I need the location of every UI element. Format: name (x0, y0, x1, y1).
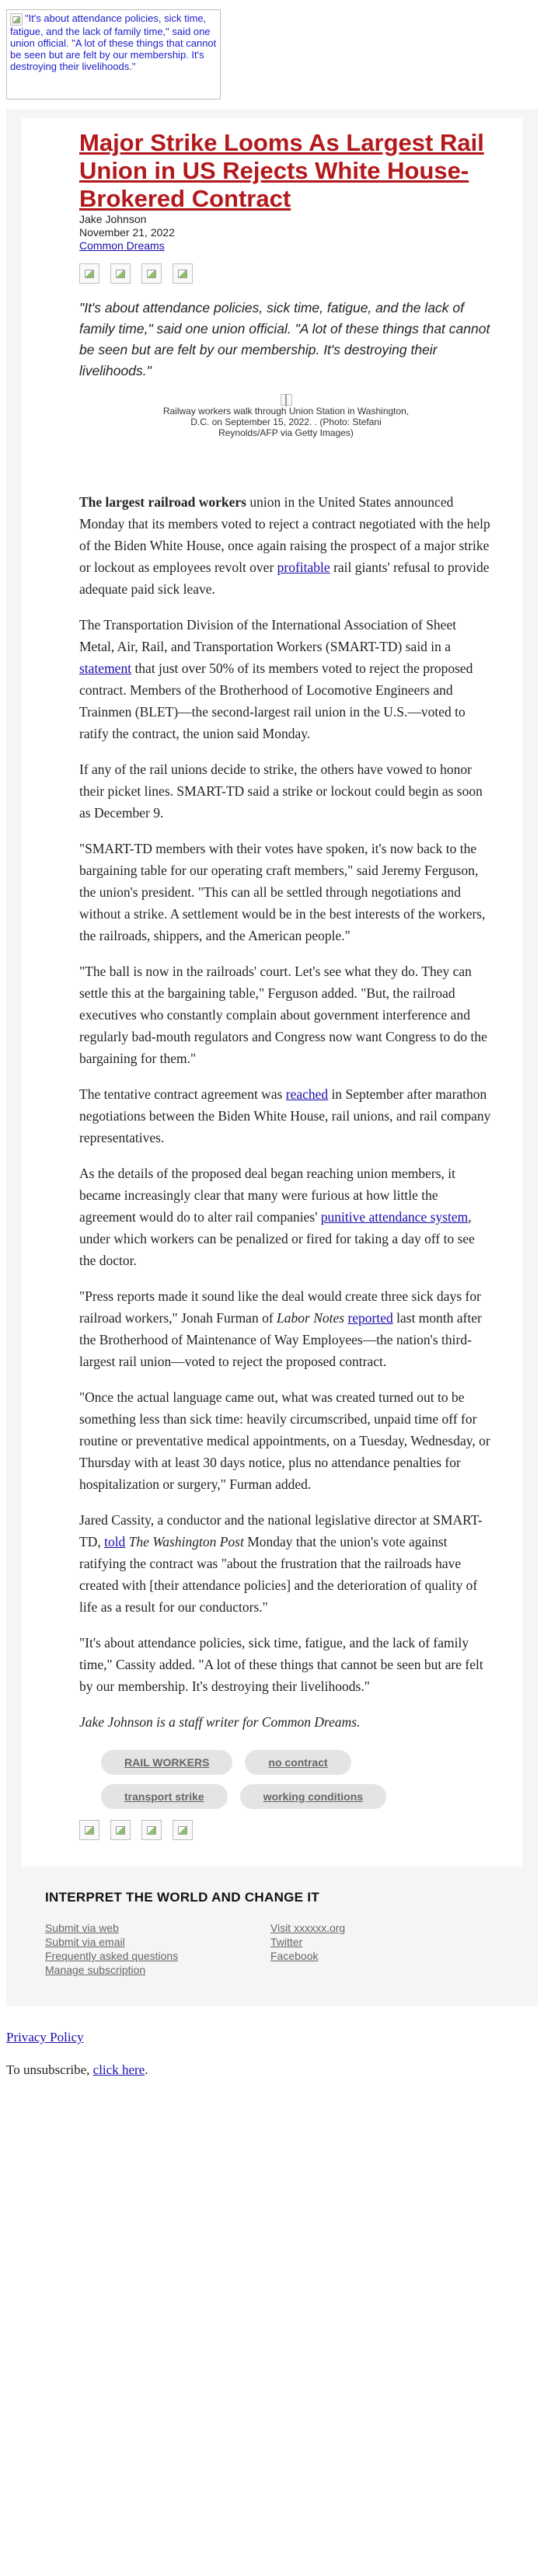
manage-subscription-link[interactable]: Manage subscription (45, 1964, 146, 1976)
link-reported[interactable]: reported (347, 1310, 393, 1326)
article-headline-link[interactable] (79, 129, 484, 212)
paragraph-3: If any of the rail unions decide to strike, the others have vowed to honor their picket lines. SMART-TD said a strike or lockout could begin as soon as December 9. (79, 762, 483, 821)
pull-quote: "It's about attendance policies, sick time, fatigue, and the lack of family time," said one union official. "A lot of these things that cannot be seen but are felt by our membership. It's destroying their livelihoods." (79, 300, 490, 378)
tag-working-conditions[interactable]: working conditions (240, 1784, 386, 1809)
broken-image-icon (281, 394, 292, 406)
tag-transport-strike[interactable]: transport strike (101, 1784, 228, 1809)
email-legal-footer (0, 2006, 544, 2093)
paragraph-4: "SMART-TD members with their votes have spoken, it's now back to the bargaining table for our operating craft members," said Jeremy Ferguson, the union's president. "This can all be settled through negotiations and without a strike. A settlement would be in the best interests of the workers, the railroads, shippers, and the American people." (79, 841, 486, 943)
link-punitive-attendance-system[interactable]: punitive attendance system (320, 1209, 469, 1225)
paragraph-5: "The ball is now in the railroads' court. Let's see what they do. They can settle this at the bargaining table," Ferguson added. "But, the railroad executives who constantly complain about government interference and regularly bad-mouth regulators and Congress now want Congress to do the bargaining for them." (79, 964, 487, 1066)
share-icon-2[interactable] (110, 1820, 131, 1840)
paragraph-10: Jared Cassity, a conductor and the national legislative director at SMART-TD, told The Washington Post Monday that the union's vote against ratifying the contract was "about the frustration that the railroads have created with [their attendance policies] and the deterioration of quality of life as a result for our conductors." (79, 1512, 483, 1615)
footer-heading: INTERPRET THE WORLD AND CHANGE IT (45, 1890, 320, 1905)
share-icon-4[interactable] (173, 1820, 193, 1840)
share-icon-3[interactable] (141, 263, 162, 284)
tag-list (101, 1750, 443, 1809)
byline (79, 213, 493, 253)
share-icon-1[interactable] (79, 263, 99, 284)
article-photo (162, 394, 410, 438)
tag-rail-workers[interactable]: RAIL WORKERS (101, 1750, 232, 1775)
faq-link[interactable]: Frequently asked questions (45, 1950, 179, 1962)
paragraph-2: The Transportation Division of the International Association of Sheet Metal, Air, Rail, and Transportation Workers (SMART-TD) said in a statement that just over 50% of its members voted to reject the proposed contract. Members of the Brotherhood of Locomotive Engineers and Trainmen (BLET)—the second-largest rail union in the U.S.—voted to ratify the contract, the union said Monday. (79, 617, 473, 741)
header-image-broken (6, 9, 221, 99)
unsubscribe-link[interactable]: click here (92, 2062, 145, 2077)
newsletter-footer (22, 1867, 522, 1983)
paragraph-8: "Press reports made it sound like the deal would create three sick days for railroad workers," Jonah Furman of Labor Notes reported last month after the Brotherhood of Maintenance of Way Employees—the nation's third-largest rail union—voted to reject the proposed contract. (79, 1288, 482, 1369)
submit-via-web-link[interactable]: Submit via web (45, 1922, 119, 1934)
share-icon-2[interactable] (110, 263, 131, 284)
newsletter-wrapper (6, 109, 538, 2006)
article-headline: Major Strike Looms As Largest Rail Union in US Rejects White House-Brokered Contract (79, 129, 484, 212)
footer-links-right (270, 1921, 496, 1977)
footer-links (45, 1921, 499, 1977)
share-icon-1[interactable] (79, 1820, 99, 1840)
link-profitable[interactable]: profitable (277, 559, 330, 575)
share-icon-3[interactable] (141, 1820, 162, 1840)
author-signature: Jake Johnson is a staff writer for Common Dreams. (79, 1714, 361, 1730)
article-card (22, 118, 522, 1867)
article-body (79, 491, 493, 1733)
paragraph-11: "It's about attendance policies, sick time, fatigue, and the lack of family time," Cassity added. "A lot of these things that cannot be seen but are felt by our membership. It's destroying their livelihoods." (79, 1635, 483, 1694)
broken-image-icon (10, 13, 23, 26)
footer-links-left (45, 1921, 270, 1977)
unsubscribe-text: To unsubscribe, click here. (6, 2062, 148, 2077)
link-told[interactable]: told (104, 1534, 126, 1549)
privacy-policy-link[interactable]: Privacy Policy (6, 2030, 84, 2044)
photo-caption: Railway workers walk through Union Station in Washington, D.C. on September 15, 2022. . (Photo: Stefani Reynolds/AFP via Getty Images) (162, 406, 410, 438)
author-name: Jake Johnson (79, 213, 147, 225)
share-icon-4[interactable] (173, 263, 193, 284)
publish-date: November 21, 2022 (79, 226, 175, 239)
share-icons-bottom (79, 1820, 493, 1840)
share-icons-top (79, 263, 493, 284)
header-image-alt-text: "It's about attendance policies, sick time, fatigue, and the lack of family time," said one union official. "A lot of these things that cannot be seen but are felt by our membership. It's destroying their livelihoods." (10, 12, 217, 72)
link-reached[interactable]: reached (285, 1086, 329, 1102)
tag-no-contract[interactable]: no contract (245, 1750, 350, 1775)
paragraph-6: The tentative contract agreement was reached in September after marathon negotiations between the Biden White House, rail unions, and rail company representatives. (79, 1086, 491, 1145)
paragraph-7: As the details of the proposed deal began reaching union members, it became increasingly clear that many were furious at how little the agreement would do to alter rail companies' punitive attendance system, under which workers can be penalized or fired for taking a day off to see the doctor. (79, 1166, 475, 1268)
paragraph-9: "Once the actual language came out, what was created turned out to be something less than sick time: heavily circumscribed, unpaid time off for routine or preventative medical appointments, on a Tuesday, Wednesday, or Thursday with at least 30 days notice, plus no attendance penalties for hospitalization or surgery," Furman added. (79, 1389, 490, 1492)
submit-via-email-link[interactable]: Submit via email (45, 1936, 125, 1948)
facebook-link[interactable]: Facebook (270, 1950, 319, 1962)
paragraph-1: The largest railroad workers union in the United States announced Monday that its members voted to reject a contract negotiated with the help of the Biden White House, once again raising the prospect of a major strike or lockout as employees revolt over profitable rail giants' refusal to provide adequate paid sick leave. (79, 494, 490, 597)
link-statement[interactable]: statement (79, 661, 132, 676)
source-link[interactable]: Common Dreams (79, 239, 165, 252)
twitter-link[interactable]: Twitter (270, 1936, 303, 1948)
visit-site-link[interactable]: Visit xxxxxx.org (270, 1922, 346, 1934)
